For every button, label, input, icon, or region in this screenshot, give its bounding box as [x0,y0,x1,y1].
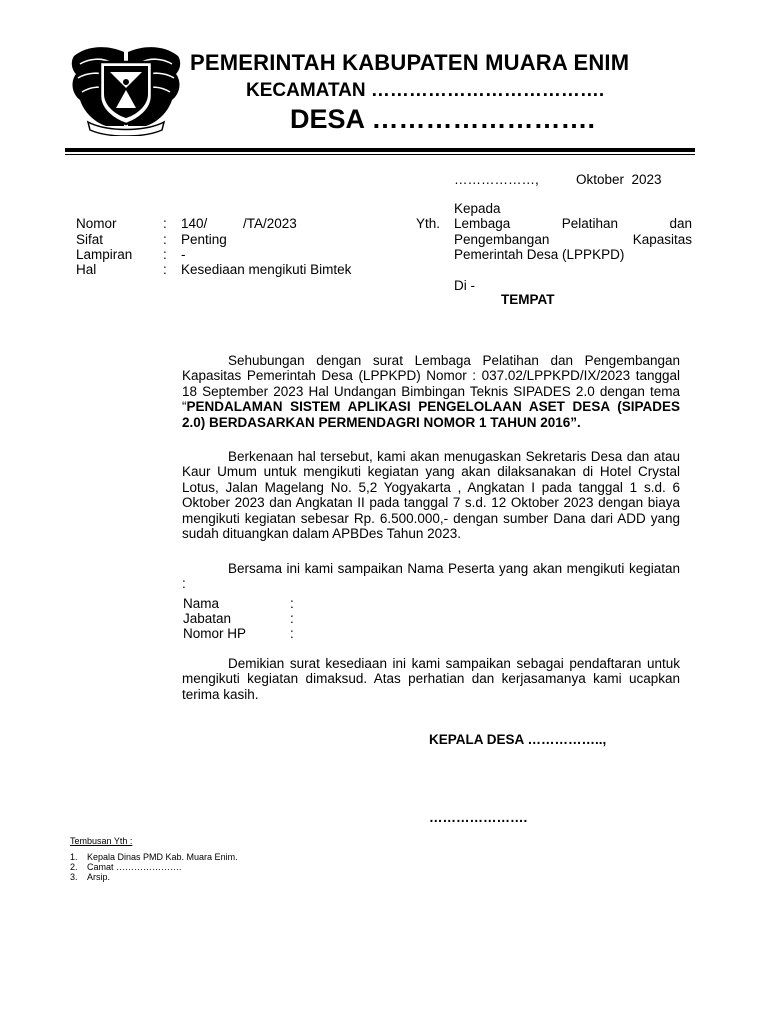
letterhead-village: DESA ……………………. [290,104,596,134]
letterhead-regency: PEMERINTAH KABUPATEN MUARA ENIM [190,50,630,75]
meta-value-sifat: Penting [181,232,227,247]
meta-colon-lampiran: : [163,247,167,262]
regency-emblem-logo [66,42,186,136]
meta-label-hal: Hal [76,262,97,277]
body-paragraph-1-text: Sehubungan dengan surat Lembaga Pelatihan dan Pengembangan Kapasitas Pemerintah Desa (LPPKPD) Nomor : 037.02/LPPKPD/IX/2023 tanggal 18 September 2023 Hal Undangan Bimbingan Teknis SIPADES 2.0 dengan tema “ [182,353,680,415]
tembusan-item-3: Arsip. [87,872,111,882]
body-paragraph-4-text: Demikian surat kesediaan ini kami sampaikan sebagai pendaftaran untuk mengikuti kegiatan dimaksud. Atas perhatian dan kerjasamanya kami ucapkan terima kasih. [182,656,680,702]
tembusan-item-1-no: 1. [70,852,78,862]
meta-colon-sifat: : [163,232,167,247]
field-colon-nomor-hp: : [290,626,294,641]
addressee-yth: Yth. [416,216,441,231]
addressee-kepada: Kepada [454,201,501,216]
meta-colon-nomor: : [163,216,167,231]
tembusan-item-1: Kepala Dinas PMD Kab. Muara Enim. [87,852,238,862]
addressee-tempat: TEMPAT [501,292,555,307]
signature-title: KEPALA DESA …………….., [429,732,607,747]
addressee-line-1: Lembaga Pelatihan dan [454,216,692,231]
field-label-nomor-hp: Nomor HP [183,626,247,641]
field-label-nama: Nama [183,596,220,611]
body-paragraph-4 [182,656,680,702]
body-paragraph-2 [182,449,680,541]
signature-name: …………………. [429,810,528,825]
field-colon-nama: : [290,596,294,611]
tembusan-item-2: Camat …………………. [87,862,182,872]
body-paragraph-1-theme: PENDALAMAN SISTEM APLIKASI PENGELOLAAN ASET DESA (SIPADES 2.0) BERDASARKAN PERMENDAGRI NOMOR 1 TAHUN 2016”. [182,399,680,430]
date-place: ………………, [454,172,539,187]
tembusan-item-2-no: 2. [70,862,78,872]
addressee-line-2: Pengembangan Kapasitas [454,232,692,247]
date-month-year: Oktober 2023 [576,172,662,187]
meta-label-lampiran: Lampiran [76,247,133,262]
field-colon-jabatan: : [290,611,294,626]
meta-colon-hal: : [163,262,167,277]
letterhead-rule-thick [65,148,695,152]
meta-value-nomor-part2: /TA/2023 [243,216,297,231]
meta-value-hal: Kesediaan mengikuti Bimtek [181,262,352,277]
body-paragraph-3-text: Bersama ini kami sampaikan Nama Peserta yang akan mengikuti kegiatan : [182,561,680,592]
body-paragraph-3 [182,561,680,592]
meta-value-nomor-part1: 140/ [181,216,208,231]
meta-value-lampiran: - [181,247,186,262]
meta-label-nomor: Nomor [76,216,117,231]
addressee-di: Di - [454,278,475,293]
body-paragraph-2-text: Berkenaan hal tersebut, kami akan menugaskan Sekretaris Desa dan atau Kaur Umum untuk mengikuti kegiatan yang akan dilaksanakan di Hotel Crystal Lotus, Jalan Magelang No. 5,2 Yogyakarta , Angkatan I pada tanggal 1 s.d. 6 Oktober 2023 dan Angkatan II pada tanggal 7 s.d. 12 Oktober 2023 dengan biaya mengikuti kegiatan sebesar Rp. 6.500.000,- dengan sumber Dana dari ADD yang sudah dituangkan dalam APBDes Tahun 2023. [182,449,680,542]
letterhead-district: KECAMATAN ………………………………. [246,80,605,101]
addressee-line-3: Pemerintah Desa (LPPKPD) [454,247,625,262]
body-paragraph-1 [182,353,680,430]
letterhead-rule-thin [65,154,695,155]
field-label-jabatan: Jabatan [183,611,232,626]
tembusan-heading: Tembusan Yth : [70,836,133,846]
tembusan-item-3-no: 3. [70,872,78,882]
meta-label-sifat: Sifat [76,232,104,247]
